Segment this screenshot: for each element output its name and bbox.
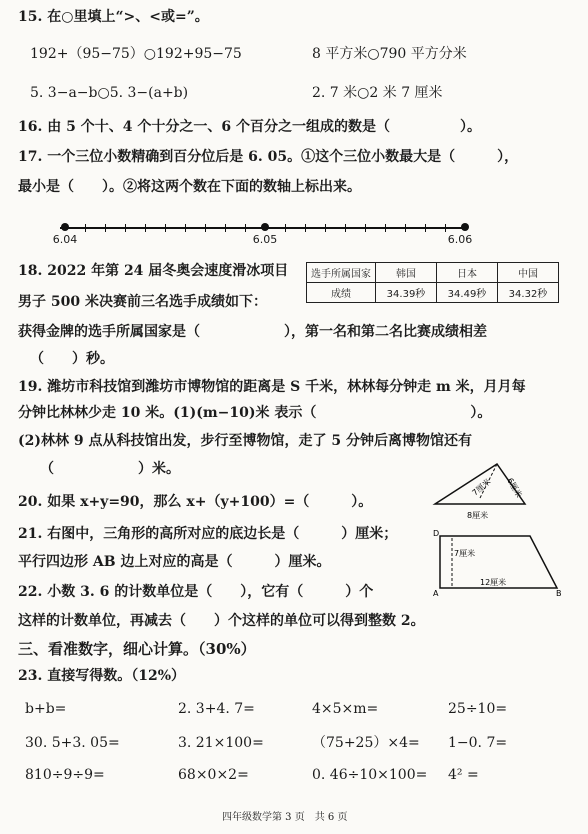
calc-item: 2. 3+4. 7= xyxy=(178,701,255,717)
q15-item-a: 192+（95−75）○192+95−75 xyxy=(30,46,242,62)
q20-text: 20. 如果 x+y=90，那么 x+（y+100）=（ ）。 xyxy=(18,494,373,510)
number-line-tick xyxy=(165,224,166,232)
number-line-point xyxy=(61,223,69,231)
number-line-tick xyxy=(85,224,86,232)
table-header-cell: 选手所属国家 xyxy=(307,263,376,283)
q19-line1: 19. 潍坊市科技馆到潍坊市博物馆的距离是 S 千米，林林每分钟走 m 米，月月每 xyxy=(18,379,526,395)
vertex-b-label: B xyxy=(556,589,562,598)
number-line-tick xyxy=(125,224,126,232)
q19-line3: (2)林林 9 点从科技馆出发，步行至博物馆，走了 5 分钟后离博物馆还有 xyxy=(18,433,472,449)
calc-item: 30. 5+3. 05= xyxy=(25,735,120,751)
number-line-tick xyxy=(345,224,346,232)
vertex-d-label: D xyxy=(433,529,440,538)
results-table xyxy=(306,262,559,303)
number-line-tick xyxy=(405,224,406,232)
number-line-label-end: 6.06 xyxy=(447,233,473,246)
number-line xyxy=(52,218,473,246)
q15-item-d: 2. 7 米○2 米 7 厘米 xyxy=(312,85,443,101)
number-line-tick xyxy=(105,224,106,232)
triangle-figure xyxy=(425,462,535,524)
calc-item: （75+25）×4= xyxy=(312,735,420,751)
calc-item: 810÷9÷9= xyxy=(25,767,105,783)
table-header-cell: 日本 xyxy=(437,263,498,283)
q23-title: 23. 直接写得数。（12%） xyxy=(18,668,186,684)
number-line-tick xyxy=(385,224,386,232)
calc-item: 4×5×m= xyxy=(312,701,379,717)
number-line-tick xyxy=(285,224,286,232)
triangle-base-label: 8厘米 xyxy=(467,511,489,520)
table-cell: 34.49秒 xyxy=(437,283,498,303)
calc-item: b+b= xyxy=(25,701,67,717)
table-cell: 34.39秒 xyxy=(376,283,437,303)
parallelogram-figure xyxy=(432,528,567,600)
number-line-tick xyxy=(365,224,366,232)
number-line-point xyxy=(261,223,269,231)
calc-item: 3. 21×100= xyxy=(178,735,264,751)
section-heading: 三、看准数字，细心计算。（30%） xyxy=(18,640,256,658)
q17-line2: 最小是（ ）。②将这两个数在下面的数轴上标出来。 xyxy=(18,179,361,195)
number-line-tick xyxy=(325,224,326,232)
table-cell: 34.32秒 xyxy=(498,283,559,303)
page-footer: 四年级数学第 3 页 共 6 页 xyxy=(222,812,348,823)
number-line-label-start: 6.04 xyxy=(52,233,78,246)
number-line-tick xyxy=(245,224,246,232)
q18-line2: 男子 500 米决赛前三名选手成绩如下： xyxy=(18,294,267,310)
calc-item: 68×0×2= xyxy=(178,767,249,783)
triangle-height-label: 7厘米 xyxy=(470,477,493,498)
q21-line1: 21. 右图中，三角形的高所对应的底边长是（ ）厘米； xyxy=(18,526,398,542)
table-header-cell: 韩国 xyxy=(376,263,437,283)
q22-line2: 这样的计数单位，再减去（ ）个这样的单位可以得到整数 2。 xyxy=(18,613,425,629)
table-row xyxy=(307,263,559,283)
number-line-point xyxy=(461,223,469,231)
vertex-a-label: A xyxy=(433,589,439,598)
q15-item-b: 8 平方米○790 平方分米 xyxy=(312,46,467,62)
q18-line3: 获得金牌的选手所属国家是（ ），第一名和第二名比赛成绩相差 xyxy=(18,324,487,340)
calc-item: 4² = xyxy=(448,767,479,783)
table-row xyxy=(307,283,559,303)
q21-line2: 平行四边形 AB 边上对应的高是（ ）厘米。 xyxy=(18,554,331,570)
number-line-tick xyxy=(205,224,206,232)
parallelogram-side-label: 7厘米 xyxy=(454,549,476,558)
calc-item: 0. 46÷10×100= xyxy=(312,767,428,783)
number-line-tick xyxy=(145,224,146,232)
number-line-axis xyxy=(60,227,465,229)
q19-line2: 分钟比林林少走 10 米。(1)(m−10)米 表示（ ）。 xyxy=(18,405,492,421)
table-cell: 成绩 xyxy=(307,283,376,303)
table-header-cell: 中国 xyxy=(498,263,559,283)
number-line-tick xyxy=(425,224,426,232)
parallelogram-base-label: 12厘米 xyxy=(480,578,507,587)
number-line-tick xyxy=(445,224,446,232)
q18-line4: （ ）秒。 xyxy=(30,351,114,367)
number-line-tick xyxy=(185,224,186,232)
q17-line1: 17. 一个三位小数精确到百分位后是 6. 05。①这个三位小数最大是（ ）， xyxy=(18,149,519,165)
q15-title: 15. 在○里填上“>、<或=”。 xyxy=(18,9,209,25)
q19-line4: （ ）米。 xyxy=(40,461,180,477)
calc-item: 25÷10= xyxy=(448,701,508,717)
number-line-label-mid: 6.05 xyxy=(252,233,278,246)
q22-line1: 22. 小数 3. 6 的计数单位是（ ），它有（ ）个 xyxy=(18,584,374,600)
q15-item-c: 5. 3−a−b○5. 3−(a+b) xyxy=(30,85,189,101)
number-line-tick xyxy=(305,224,306,232)
triangle-side-label: 6厘米 xyxy=(505,476,524,500)
calc-item: 1−0. 7= xyxy=(448,735,508,751)
q18-line1: 18. 2022 年第 24 届冬奥会速度滑冰项目 xyxy=(18,263,289,279)
number-line-tick xyxy=(225,224,226,232)
q16-text: 16. 由 5 个十、4 个十分之一、6 个百分之一组成的数是（ ）。 xyxy=(18,119,481,135)
